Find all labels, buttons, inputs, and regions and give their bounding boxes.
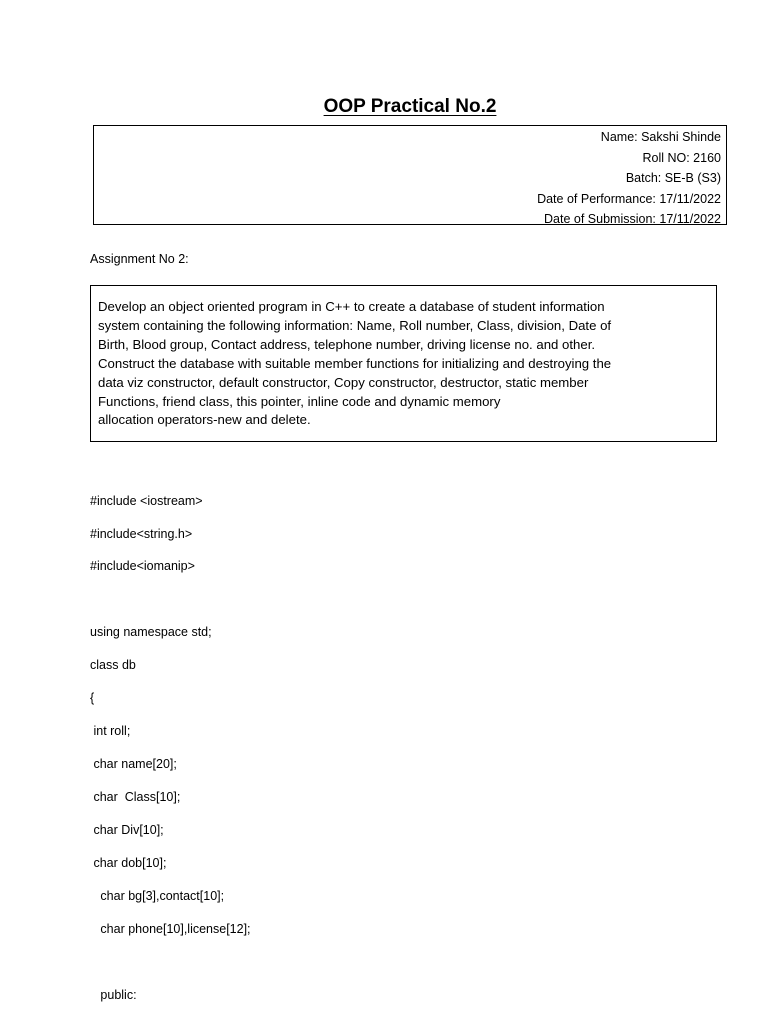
code-line: char Class[10];: [90, 790, 181, 804]
roll-number: Roll NO: 2160: [642, 150, 721, 165]
code-line: #include <iostream>: [90, 494, 203, 508]
code-line: class db: [90, 658, 136, 672]
problem-statement-line: Construct the database with suitable member functions for initializing and destroying the: [98, 355, 612, 371]
assignment-label: Assignment No 2:: [90, 252, 189, 266]
batch: Batch: SE-B (S3): [625, 171, 721, 185]
code-line: char bg[3],contact[10];: [90, 889, 225, 903]
code-line: char name[20];: [90, 757, 177, 771]
code-line: #include<iomanip>: [90, 559, 195, 573]
problem-statement-line: Birth, Blood group, Contact address, telephone number, driving license no. and other.: [98, 336, 596, 352]
date-of-performance: Date of Performance: 17/11/2022: [537, 191, 721, 206]
problem-statement-line: Develop an object oriented program in C++ to create a database of student information: [98, 299, 605, 314]
code-line: char phone[10],license[12];: [90, 922, 251, 936]
code-line: char dob[10];: [90, 856, 167, 870]
problem-statement-line: system containing the following information: Name, Roll number, Class, division, Date of: [98, 317, 612, 333]
problem-statement-line: allocation operators-new and delete.: [98, 412, 311, 428]
date-of-submission: Date of Submission: 17/11/2022: [544, 212, 721, 226]
code-line: #include<string.h>: [90, 527, 193, 541]
code-line: public:: [90, 988, 137, 1002]
code-line: char Div[10];: [90, 823, 164, 837]
student-info-box: [93, 125, 727, 225]
problem-statement-box: [90, 285, 717, 442]
problem-statement-line: data viz constructor, default constructor, Copy constructor, destructor, static member: [98, 374, 589, 390]
problem-statement-line: Functions, friend class, this pointer, inline code and dynamic memory: [98, 393, 501, 409]
code-line: int roll;: [90, 724, 131, 738]
code-line: using namespace std;: [90, 625, 212, 639]
student-name: Name: Sakshi Shinde: [600, 130, 721, 144]
code-line: {: [90, 691, 95, 705]
document-title: OOP Practical No.2: [323, 96, 497, 117]
